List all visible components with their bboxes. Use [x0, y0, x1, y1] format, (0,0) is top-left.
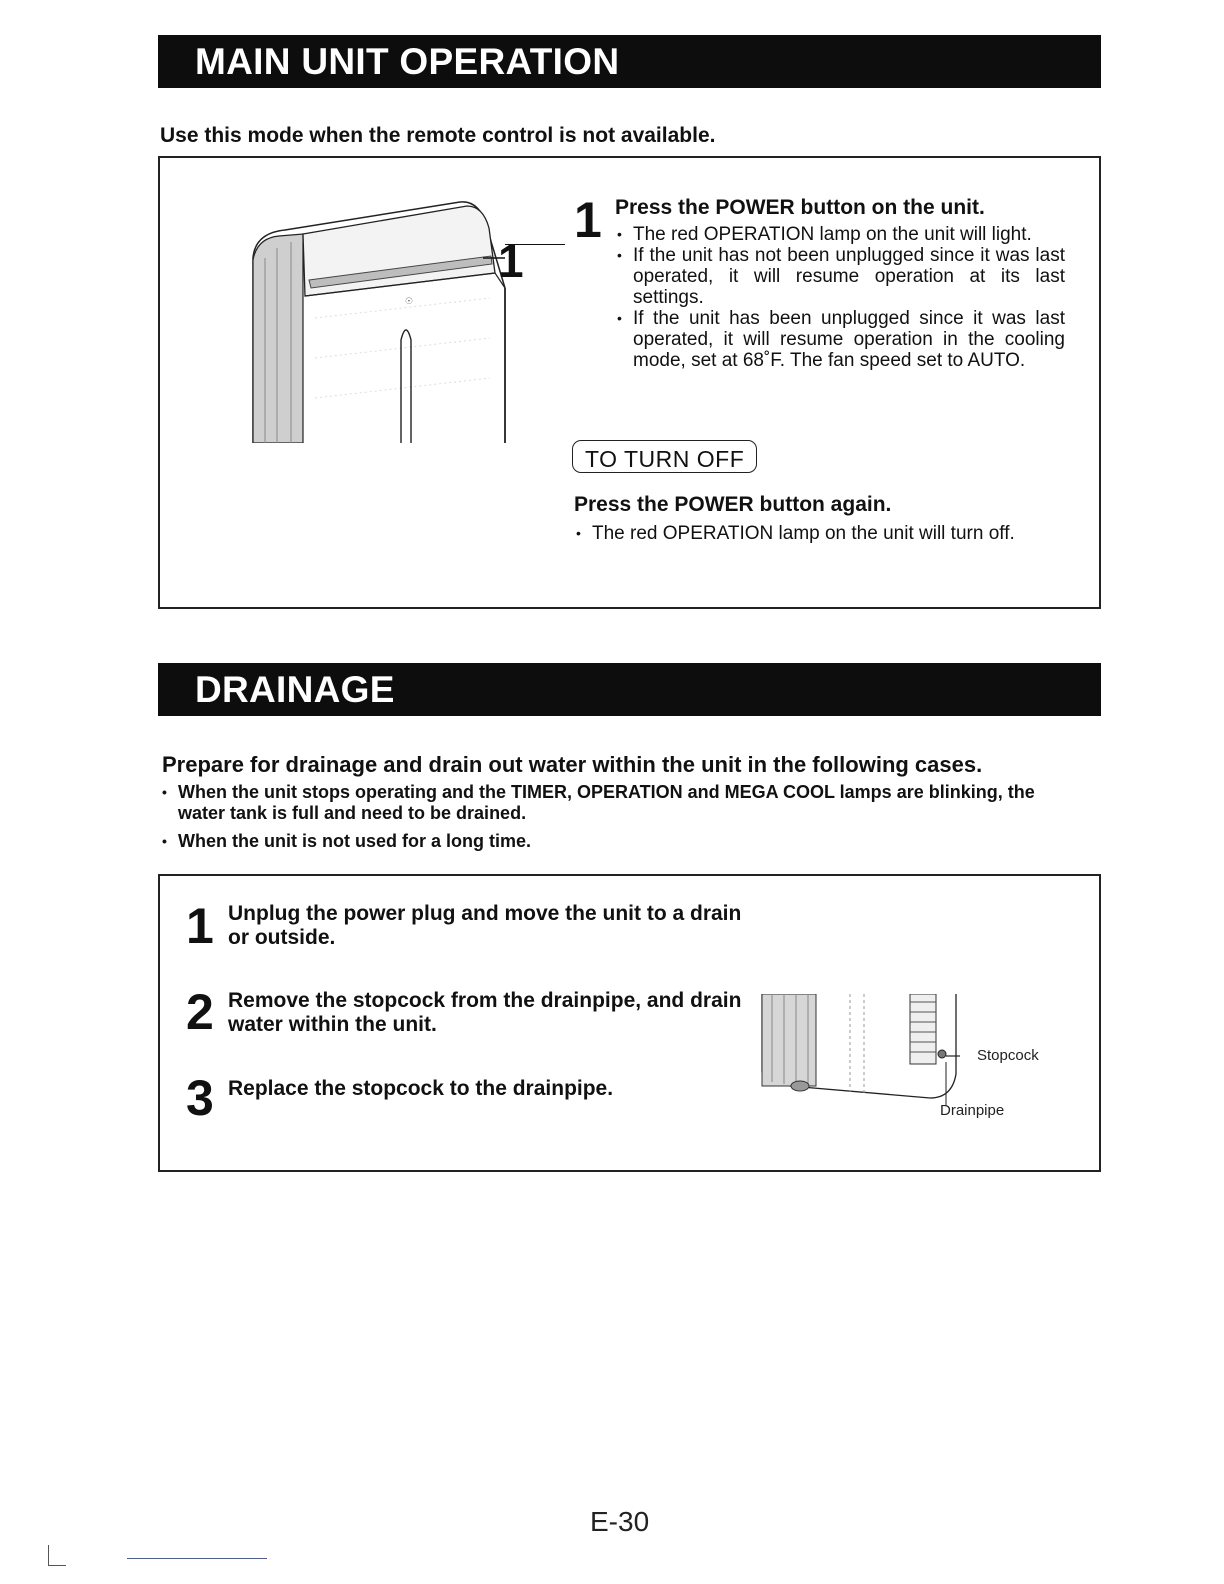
step-bullet: • If the unit has not been unplugged since it was last operated, it will resume operation at its last settings. — [615, 245, 1065, 308]
stopcock-label: Stopcock — [977, 1047, 1039, 1064]
drain-step-number: 1 — [186, 898, 214, 954]
turn-off-bullets — [574, 523, 1065, 544]
step-bullet: • The red OPERATION lamp on the unit will light. — [615, 224, 1065, 245]
drainage-case: • When the unit stops operating and the TIMER, OPERATION and MEGA COOL lamps are blinking, the water tank is full and need to be drained. — [160, 782, 1070, 824]
unit-front-illustration — [205, 198, 525, 443]
drainpipe-label: Drainpipe — [940, 1102, 1005, 1119]
drainage-intro: Prepare for drainage and drain out water within the unit in the following cases. — [162, 752, 983, 777]
main-unit-intro: Use this mode when the remote control is not available. — [160, 124, 716, 147]
step-bullet: • If the unit has been unplugged since it was last operated, it will resume operation in the cooling mode, set at 68˚F. The fan speed set to AUTO. — [615, 308, 1065, 371]
callout-number: 1 — [498, 235, 524, 287]
crop-mark — [48, 1545, 49, 1565]
drainage-box — [158, 874, 1101, 1172]
drain-step-number: 2 — [186, 984, 214, 1040]
section-title-drainage: DRAINAGE — [158, 663, 1101, 716]
step-bullets — [615, 224, 1065, 371]
turn-off-bullet: • The red OPERATION lamp on the unit will turn off. — [574, 523, 1065, 544]
main-unit-box — [158, 156, 1101, 609]
drain-step-text: Unplug the power plug and move the unit to a drain or outside. — [228, 902, 742, 949]
section-title-main-unit-operation: MAIN UNIT OPERATION — [158, 35, 1101, 88]
page-number: E-30 — [590, 1506, 650, 1537]
drain-step-text: Replace the stopcock to the drainpipe. — [228, 1077, 614, 1100]
drain-step-text: Remove the stopcock from the drainpipe, and drain water within the unit. — [228, 989, 742, 1036]
scan-line — [127, 1558, 267, 1559]
turn-off-title: Press the POWER button again. — [574, 493, 892, 516]
step-number: 1 — [574, 192, 602, 248]
drain-step-number: 3 — [186, 1070, 214, 1126]
to-turn-off-label: TO TURN OFF — [572, 440, 757, 473]
drainage-cases — [160, 782, 1070, 852]
step-title: Press the POWER button on the unit. — [615, 196, 985, 219]
drainpipe-illustration — [760, 994, 970, 1109]
crop-mark — [48, 1565, 66, 1566]
drainage-case: • When the unit is not used for a long time. — [160, 831, 1070, 852]
svg-text:☉: ☉ — [405, 297, 414, 307]
